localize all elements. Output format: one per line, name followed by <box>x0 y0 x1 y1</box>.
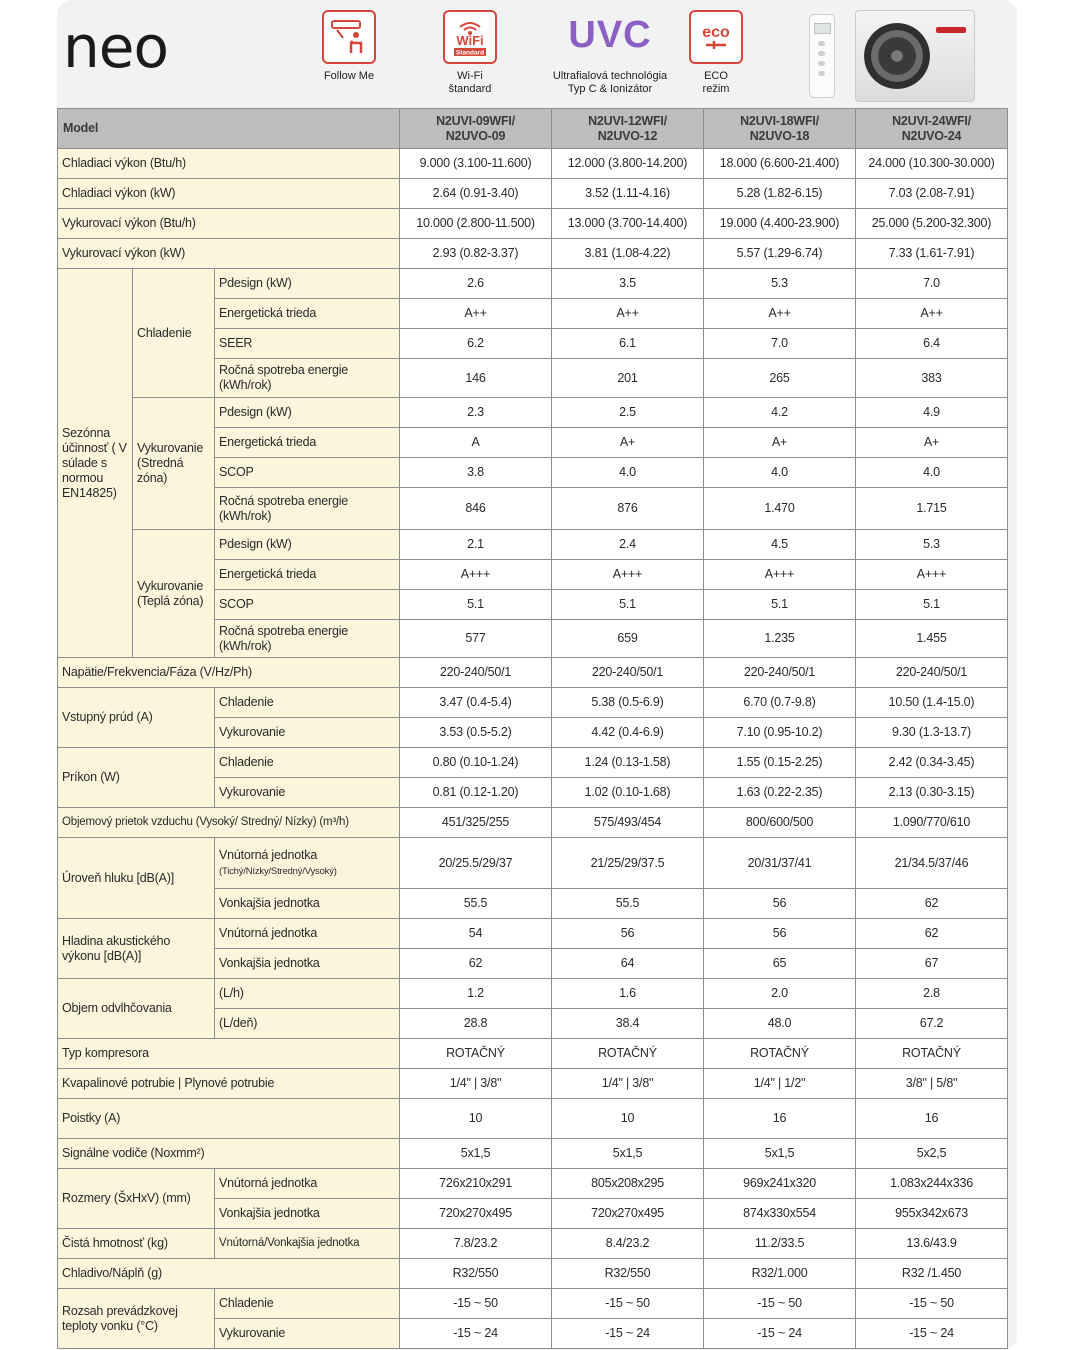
cell: 6.4 <box>856 329 1008 359</box>
cell: 6.2 <box>400 329 552 359</box>
cell: 2.93 (0.82-3.37) <box>400 239 552 269</box>
cell: R32/1.000 <box>704 1259 856 1289</box>
cell: ROTAČNÝ <box>704 1039 856 1069</box>
group-label: Vykurovanie (Teplá zóna) <box>133 530 215 658</box>
table-header-row <box>58 109 1008 149</box>
row-label: Objem odvlhčovania <box>58 979 215 1039</box>
cell: -15 ~ 24 <box>552 1319 704 1349</box>
row-label: Pdesign (kW) <box>215 398 400 428</box>
cell: 1.55 (0.15-2.25) <box>704 748 856 778</box>
cell: 659 <box>552 620 704 658</box>
cell: 2.1 <box>400 530 552 560</box>
cell: 67.2 <box>856 1009 1008 1039</box>
cell: R32/550 <box>400 1259 552 1289</box>
row-label: Vonkajšia jednotka <box>215 889 400 919</box>
cell: -15 ~ 50 <box>856 1289 1008 1319</box>
cell: 3.5 <box>552 269 704 299</box>
row-label: Vstupný prúd (A) <box>58 688 215 748</box>
cell: 955x342x673 <box>856 1199 1008 1229</box>
cell: 5.3 <box>856 530 1008 560</box>
cell: 220-240/50/1 <box>552 658 704 688</box>
row-label: Energetická trieda <box>215 428 400 458</box>
row-label: Rozmery (ŠxHxV) (mm) <box>58 1169 215 1229</box>
cell: 4.9 <box>856 398 1008 428</box>
cell: 5x1,5 <box>552 1139 704 1169</box>
row-label: Vonkajšia jednotka <box>215 1199 400 1229</box>
cell: -15 ~ 24 <box>704 1319 856 1349</box>
cell: 7.8/23.2 <box>400 1229 552 1259</box>
cell: 10.000 (2.800-11.500) <box>400 209 552 239</box>
cell: 65 <box>704 949 856 979</box>
cell: 7.0 <box>856 269 1008 299</box>
cell: 805x208x295 <box>552 1169 704 1199</box>
follow-me-icon <box>322 10 376 64</box>
cell: 5.1 <box>552 590 704 620</box>
cell: 56 <box>552 919 704 949</box>
table-row <box>58 1259 1008 1289</box>
cell: 24.000 (10.300-30.000) <box>856 149 1008 179</box>
table-row <box>58 269 1008 299</box>
cell: 64 <box>552 949 704 979</box>
row-label: SCOP <box>215 458 400 488</box>
cell: 874x330x554 <box>704 1199 856 1229</box>
cell: 55.5 <box>400 889 552 919</box>
cell: 62 <box>400 949 552 979</box>
cell: 16 <box>704 1099 856 1139</box>
model-2-header: N2UVI-12WFI/ N2UVO-12 <box>552 109 704 149</box>
cell: R32 /1.450 <box>856 1259 1008 1289</box>
cell: 54 <box>400 919 552 949</box>
row-label: Vnútorná jednotka <box>215 1169 400 1199</box>
cell: 5.38 (0.5-6.9) <box>552 688 704 718</box>
table-row <box>58 658 1008 688</box>
cell: A++ <box>856 299 1008 329</box>
cell: 4.0 <box>856 458 1008 488</box>
cell: 201 <box>552 359 704 398</box>
row-label: Vonkajšia jednotka <box>215 949 400 979</box>
cell: 1.6 <box>552 979 704 1009</box>
cell: 10.50 (1.4-15.0) <box>856 688 1008 718</box>
cell: A+ <box>552 428 704 458</box>
table-row <box>58 1039 1008 1069</box>
cell: A+++ <box>552 560 704 590</box>
cell: -15 ~ 50 <box>400 1289 552 1319</box>
cell: 1.24 (0.13-1.58) <box>552 748 704 778</box>
table-row <box>58 1229 1008 1259</box>
cell: 4.0 <box>552 458 704 488</box>
cell: -15 ~ 24 <box>856 1319 1008 1349</box>
feature-wifi <box>415 10 525 96</box>
cell: 577 <box>400 620 552 658</box>
cell: 1/4" | 3/8" <box>552 1069 704 1099</box>
cell: 265 <box>704 359 856 398</box>
cell: 3.47 (0.4-5.4) <box>400 688 552 718</box>
cell: 7.0 <box>704 329 856 359</box>
cell: A+++ <box>704 560 856 590</box>
row-label: Ročná spotreba energie (kWh/rok) <box>215 488 400 530</box>
cell: 5x2,5 <box>856 1139 1008 1169</box>
cell: 5x1,5 <box>400 1139 552 1169</box>
cell: 1.2 <box>400 979 552 1009</box>
row-label: Poistky (A) <box>58 1099 400 1139</box>
cell: 3/8" | 5/8" <box>856 1069 1008 1099</box>
cell: 18.000 (6.600-21.400) <box>704 149 856 179</box>
cell: R32/550 <box>552 1259 704 1289</box>
cell: ROTAČNÝ <box>552 1039 704 1069</box>
cell: 2.3 <box>400 398 552 428</box>
uvc-shield-icon: UVC <box>568 14 652 56</box>
cell: 0.81 (0.12-1.20) <box>400 778 552 808</box>
cell: 720x270x495 <box>552 1199 704 1229</box>
feature-label: Wi-Fi štandard <box>448 70 492 95</box>
brand-logo: neo <box>63 13 168 81</box>
row-label: SEER <box>215 329 400 359</box>
row-label: Vykurovací výkon (kW) <box>58 239 400 269</box>
row-label: Príkon (W) <box>58 748 215 808</box>
cell: A+++ <box>856 560 1008 590</box>
cell: 2.6 <box>400 269 552 299</box>
cell: -15 ~ 24 <box>400 1319 552 1349</box>
spec-table <box>57 108 1008 1349</box>
outdoor-unit-image <box>855 10 975 102</box>
cell: 38.4 <box>552 1009 704 1039</box>
cell: 9.30 (1.3-13.7) <box>856 718 1008 748</box>
remote-control-image <box>809 14 835 98</box>
row-label: Pdesign (kW) <box>215 530 400 560</box>
table-row <box>58 979 1008 1009</box>
cell: 451/325/255 <box>400 808 552 838</box>
cell: 5.3 <box>704 269 856 299</box>
row-label: Typ kompresora <box>58 1039 400 1069</box>
model-1-header: N2UVI-09WFI/ N2UVO-09 <box>400 109 552 149</box>
row-label: Vykurovanie <box>215 778 400 808</box>
table-row <box>58 838 1008 889</box>
row-label: Kvapalinové potrubie | Plynové potrubie <box>58 1069 400 1099</box>
row-label: Chladenie <box>215 688 400 718</box>
cell: 16 <box>856 1099 1008 1139</box>
row-label: Ročná spotreba energie (kWh/rok) <box>215 359 400 398</box>
row-label: (L/h) <box>215 979 400 1009</box>
cell: 575/493/454 <box>552 808 704 838</box>
table-row <box>58 530 1008 560</box>
feature-label: Follow Me <box>323 70 375 82</box>
table-row <box>58 149 1008 179</box>
cell: 1.090/770/610 <box>856 808 1008 838</box>
cell: 720x270x495 <box>400 1199 552 1229</box>
cell: A++ <box>400 299 552 329</box>
group-label: Vykurovanie (Stredná zóna) <box>133 398 215 530</box>
cell: 7.10 (0.95-10.2) <box>704 718 856 748</box>
cell: 20/31/37/41 <box>704 838 856 889</box>
table-row <box>58 209 1008 239</box>
cell: 56 <box>704 889 856 919</box>
feature-label: ECO režim <box>702 70 730 95</box>
cell: 5.57 (1.29-6.74) <box>704 239 856 269</box>
table-row <box>58 1169 1008 1199</box>
cell: 2.64 (0.91-3.40) <box>400 179 552 209</box>
header <box>57 0 1017 108</box>
row-label: Chladivo/Náplň (g) <box>58 1259 400 1289</box>
cell: 4.2 <box>704 398 856 428</box>
cell: A+ <box>704 428 856 458</box>
cell: 1.235 <box>704 620 856 658</box>
table-row <box>58 748 1008 778</box>
cell: -15 ~ 50 <box>704 1289 856 1319</box>
cell: 5.1 <box>400 590 552 620</box>
cell: 876 <box>552 488 704 530</box>
cell: 20/25.5/29/37 <box>400 838 552 889</box>
cell: 4.5 <box>704 530 856 560</box>
cell: 6.70 (0.7-9.8) <box>704 688 856 718</box>
cell: 8.4/23.2 <box>552 1229 704 1259</box>
cell: 28.8 <box>400 1009 552 1039</box>
cell: 3.81 (1.08-4.22) <box>552 239 704 269</box>
row-label: Vykurovací výkon (Btu/h) <box>58 209 400 239</box>
feature-label: Ultrafialová technológia Typ C & Ionizátor <box>552 70 668 95</box>
cell: 726x210x291 <box>400 1169 552 1199</box>
cell: 1/4" | 3/8" <box>400 1069 552 1099</box>
cell: 1.083x244x336 <box>856 1169 1008 1199</box>
cell: 1/4" | 1/2" <box>704 1069 856 1099</box>
cell: 12.000 (3.800-14.200) <box>552 149 704 179</box>
cell: 62 <box>856 919 1008 949</box>
feature-follow-me <box>294 10 404 83</box>
table-row <box>58 688 1008 718</box>
cell: 220-240/50/1 <box>856 658 1008 688</box>
cell: 220-240/50/1 <box>400 658 552 688</box>
cell: 13.6/43.9 <box>856 1229 1008 1259</box>
cell: 7.33 (1.61-7.91) <box>856 239 1008 269</box>
row-label: Signálne vodiče (Noxmm²) <box>58 1139 400 1169</box>
cell: 19.000 (4.400-23.900) <box>704 209 856 239</box>
cell: 3.52 (1.11-4.16) <box>552 179 704 209</box>
cell: 2.42 (0.34-3.45) <box>856 748 1008 778</box>
cell: 383 <box>856 359 1008 398</box>
cell: 4.42 (0.4-6.9) <box>552 718 704 748</box>
cell: 10 <box>400 1099 552 1139</box>
cell: 21/25/29/37.5 <box>552 838 704 889</box>
model-3-header: N2UVI-18WFI/ N2UVO-18 <box>704 109 856 149</box>
cell: 3.8 <box>400 458 552 488</box>
cell: 5.1 <box>856 590 1008 620</box>
cell: A+ <box>856 428 1008 458</box>
cell: 0.80 (0.10-1.24) <box>400 748 552 778</box>
cell: ROTAČNÝ <box>400 1039 552 1069</box>
row-label: SCOP <box>215 590 400 620</box>
cell: 2.5 <box>552 398 704 428</box>
cell: -15 ~ 50 <box>552 1289 704 1319</box>
row-label: Energetická trieda <box>215 299 400 329</box>
cell: 9.000 (3.100-11.600) <box>400 149 552 179</box>
cell: 2.8 <box>856 979 1008 1009</box>
table-row <box>58 1289 1008 1319</box>
cell: 7.03 (2.08-7.91) <box>856 179 1008 209</box>
table-row <box>58 1069 1008 1099</box>
row-label: Čistá hmotnosť (kg) <box>58 1229 215 1259</box>
row-label: Úroveň hluku [dB(A)] <box>58 838 215 919</box>
table-row <box>58 239 1008 269</box>
feature-eco <box>661 10 771 96</box>
row-label: Ročná spotreba energie (kWh/rok) <box>215 620 400 658</box>
cell: 220-240/50/1 <box>704 658 856 688</box>
model-4-header: N2UVI-24WFI/ N2UVO-24 <box>856 109 1008 149</box>
table-row <box>58 398 1008 428</box>
wifi-standard-badge: Standard <box>455 49 485 57</box>
cell: 1.02 (0.10-1.68) <box>552 778 704 808</box>
row-label: Chladiaci výkon (kW) <box>58 179 400 209</box>
cell: 1.715 <box>856 488 1008 530</box>
cell: 6.1 <box>552 329 704 359</box>
cell: 67 <box>856 949 1008 979</box>
row-label: Energetická trieda <box>215 560 400 590</box>
seasonal-label: Sezónna účinnosť ( V súlade s normou EN14825) <box>58 269 133 658</box>
cell: 10 <box>552 1099 704 1139</box>
row-label: Napätie/Frekvencia/Fáza (V/Hz/Ph) <box>58 658 400 688</box>
svg-text:WiFi: WiFi <box>456 33 484 48</box>
cell: ROTAČNÝ <box>856 1039 1008 1069</box>
row-label: Pdesign (kW) <box>215 269 400 299</box>
row-label: Vnútorná jednotka (Tichý/Nízky/Stredný/Vysoký) <box>215 838 400 889</box>
cell: 5x1,5 <box>704 1139 856 1169</box>
cell: A++ <box>552 299 704 329</box>
table-row <box>58 179 1008 209</box>
row-label: Objemový prietok vzduchu (Vysoký/ Stredný/ Nízky) (m³/h) <box>58 808 400 838</box>
cell: 62 <box>856 889 1008 919</box>
cell: 1.455 <box>856 620 1008 658</box>
cell: 2.0 <box>704 979 856 1009</box>
cell: 11.2/33.5 <box>704 1229 856 1259</box>
cell: 56 <box>704 919 856 949</box>
cell: 1.63 (0.22-2.35) <box>704 778 856 808</box>
cell: 2.4 <box>552 530 704 560</box>
cell: 3.53 (0.5-5.2) <box>400 718 552 748</box>
row-label: Vykurovanie <box>215 1319 400 1349</box>
model-header: Model <box>58 109 400 149</box>
row-label: Vykurovanie <box>215 718 400 748</box>
row-label: Rozsah prevádzkovej teploty vonku (°C) <box>58 1289 215 1349</box>
eco-icon <box>689 10 743 64</box>
row-label: Vnútorná/Vonkajšia jednotka <box>215 1229 400 1259</box>
cell: 5.28 (1.82-6.15) <box>704 179 856 209</box>
wifi-icon <box>443 10 497 64</box>
cell: 48.0 <box>704 1009 856 1039</box>
table-row <box>58 1139 1008 1169</box>
cell: 55.5 <box>552 889 704 919</box>
cell: A+++ <box>400 560 552 590</box>
cell: 146 <box>400 359 552 398</box>
cell: 25.000 (5.200-32.300) <box>856 209 1008 239</box>
cell: 1.470 <box>704 488 856 530</box>
table-row <box>58 919 1008 949</box>
row-label: Chladiaci výkon (Btu/h) <box>58 149 400 179</box>
cell: 969x241x320 <box>704 1169 856 1199</box>
table-row <box>58 808 1008 838</box>
table-row <box>58 1099 1008 1139</box>
cell: 2.13 (0.30-3.15) <box>856 778 1008 808</box>
cell: A++ <box>704 299 856 329</box>
cell: A <box>400 428 552 458</box>
row-label: Chladenie <box>215 748 400 778</box>
row-label: Chladenie <box>215 1289 400 1319</box>
cell: 800/600/500 <box>704 808 856 838</box>
row-label: Vnútorná jednotka <box>215 919 400 949</box>
cell: 4.0 <box>704 458 856 488</box>
group-label: Chladenie <box>133 269 215 398</box>
cell: 21/34.5/37/46 <box>856 838 1008 889</box>
cell: 13.000 (3.700-14.400) <box>552 209 704 239</box>
row-label: Hladina akustického výkonu [dB(A)] <box>58 919 215 979</box>
cell: 846 <box>400 488 552 530</box>
cell: 5.1 <box>704 590 856 620</box>
row-label: (L/deň) <box>215 1009 400 1039</box>
svg-text:eco: eco <box>702 24 730 41</box>
